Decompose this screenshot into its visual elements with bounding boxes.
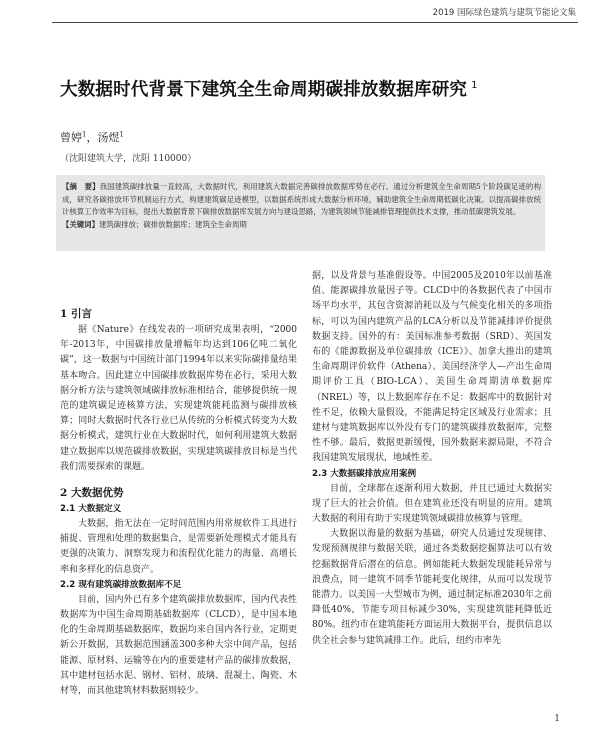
author-mark: 1 [119, 130, 124, 139]
paper-title-text: 大数据时代背景下建筑全生命周期碳排放数据库研究 [60, 80, 468, 100]
body-paragraph: 据，以及背景与基准假设等。中国2005及2010年以前基准值、能源碳排放量因子等。CLCD中的各数据代表了中国市场平均水平，其包含资源消耗以及与气候变化相关的多项指标，可以为国内建筑产品的LCA分析以及节能减排评价提供数据支持。国外的有：美国标准参考数据（SRD）、英国发布的《能源数据及单位碳排放（ICE）》、加拿大推出的建筑生命周期评价软件（Athena）、美国经济学人—产出生命周期评价工具（BIO-LCA）、美国生命周期清单数据库（NREL）等，以上数据库存在不足：数据库中的数据针对性不足，依赖大量假设，不能满足特定区域及行业需求；且建材与建筑数据库以外没有专门的建筑碳排放数据库，完整性不够。最后，数据更新缓慢，国外数据来源局限，不符合我国建筑发展现状，地域性差。 [312, 271, 552, 464]
paper-title [60, 76, 560, 101]
abstract [62, 181, 541, 219]
section-heading: 1 引言 [60, 308, 92, 320]
body-paragraph: 目前，国内外已有多个建筑碳排放数据库，国内代表性数据库为中国生命周期基础数据库（CLCD），是中国本地化的生命周期基础数据库，数据均来自国内各行业，定期更新公开数据，其数据范围涵盖300多种大宗中间产品，包括能源、原材料、运输等在内的重要建材产品的碳排放数据，其中建材包括水泥、钢材、铝材、玻璃、混凝土、陶瓷、木材等，而其他建筑材料数据则较少。 [60, 594, 297, 697]
body-paragraph: 大数据以海量的数据为基础，研究人员通过发现规律、发现预测规律与数据关联，通过各类数据挖掘算法可以有效挖掘数据背后潜在的信息。例如能耗大数据发现能耗异常与浪费点，同一建筑不同季节能耗变化规律，从而可以发现节能潜力。以美国一大型城市为例，通过制定标准2030年之前降低40%，节能专项目标减少30%，实现建筑能耗降低近80%。纽约市在建筑能耗方面运用大数据平台，提供信息以供全社会参与建筑减排工作。此后，纽约市率先 [312, 529, 552, 646]
page-number: 1 [554, 714, 560, 724]
author-line: 曾婷$^1$，汤煜$^1$ [60, 130, 124, 144]
author-name: 汤煜 [97, 131, 120, 144]
body-paragraph: 大数据，指无法在一定时间范围内用常规软件工具进行捕捉、管理和处理的数据集合，是需要新处理模式才能具有更强的决策力、洞察发现力和流程优化能力的海量、高增长率和多样化的信息资产。 [60, 519, 297, 575]
right-column [312, 269, 552, 649]
subsection-heading: 2.2 现有建筑碳排放数据库不足 [60, 579, 182, 590]
subsection-heading: 2.1 大数据定义 [60, 504, 122, 515]
author-name: 曾婷 [60, 131, 82, 144]
affiliation: （沈阳建筑大学，沈阳 110000） [60, 154, 197, 164]
abstract-label: 【摘 要】 [62, 182, 100, 191]
header-rule [52, 22, 578, 23]
subsection-heading: 2.3 大数据碳排放应用案例 [312, 468, 417, 479]
body-paragraph: 据《Nature》在线发表的一项研究成果表明，“2000年-2013年，中国碳排放量增幅年均达到106亿吨二氧化碳”，这一数据与中国统计部门1994年以来实际碳排量结果基本吻合。因此建立中国碳排放数据库势在必行，采用大数据分析方法与建筑领域碳排放标准相结合，能够提供统一规范的建筑碳足迹核算方法，实现建筑能耗监测与碳排放核算；同时大数据时代各行业已从传统的分析模式转变为大数据分析模式，建筑行业在大数据时代，如何利用建筑大数据建立数据库以规范碳排放数据，实现建筑碳排放目标是当代我们需要探索的课题。 [60, 325, 297, 472]
running-head: 2019 国际绿色建筑与建筑节能论文集 [432, 8, 576, 18]
author-mark: 1 [82, 130, 87, 139]
abstract-text: 我国建筑碳排放量一直较高，大数据时代，利用建筑大数据完善碳排放数据库势在必行。通过分析建筑全生命周期5个阶段碳足迹的构成，研究各碳排放环节机制运行方式，构建建筑碳足迹模型，以数据系统形成大数据分析环境，辅助建筑全生命周期低碳化决策。以提高碳排放统计核算工作效率为目标，提出大数据背景下碳排放数据库发展方向与建设思路，为建筑领域节能减排管理提供技术支撑，推动低碳建筑发展。 [62, 182, 541, 217]
title-footnote-mark: 1 [471, 80, 478, 92]
keywords-label: 【关键词】 [62, 219, 99, 229]
keywords-text: 建筑碳排放；碳排放数据库；建筑全生命周期 [98, 219, 247, 229]
body-paragraph: 目前，全球都在逐渐利用大数据，并且已通过大数据实现了巨大的社会价值。但在建筑业还没有明显的应用。建筑大数据的利用有助于实现建筑领域碳排放核算与管理。 [312, 483, 552, 525]
section-heading: 2 大数据优势 [60, 487, 124, 500]
left-column [60, 305, 297, 699]
abstract-box [56, 175, 545, 251]
keywords [62, 219, 541, 232]
